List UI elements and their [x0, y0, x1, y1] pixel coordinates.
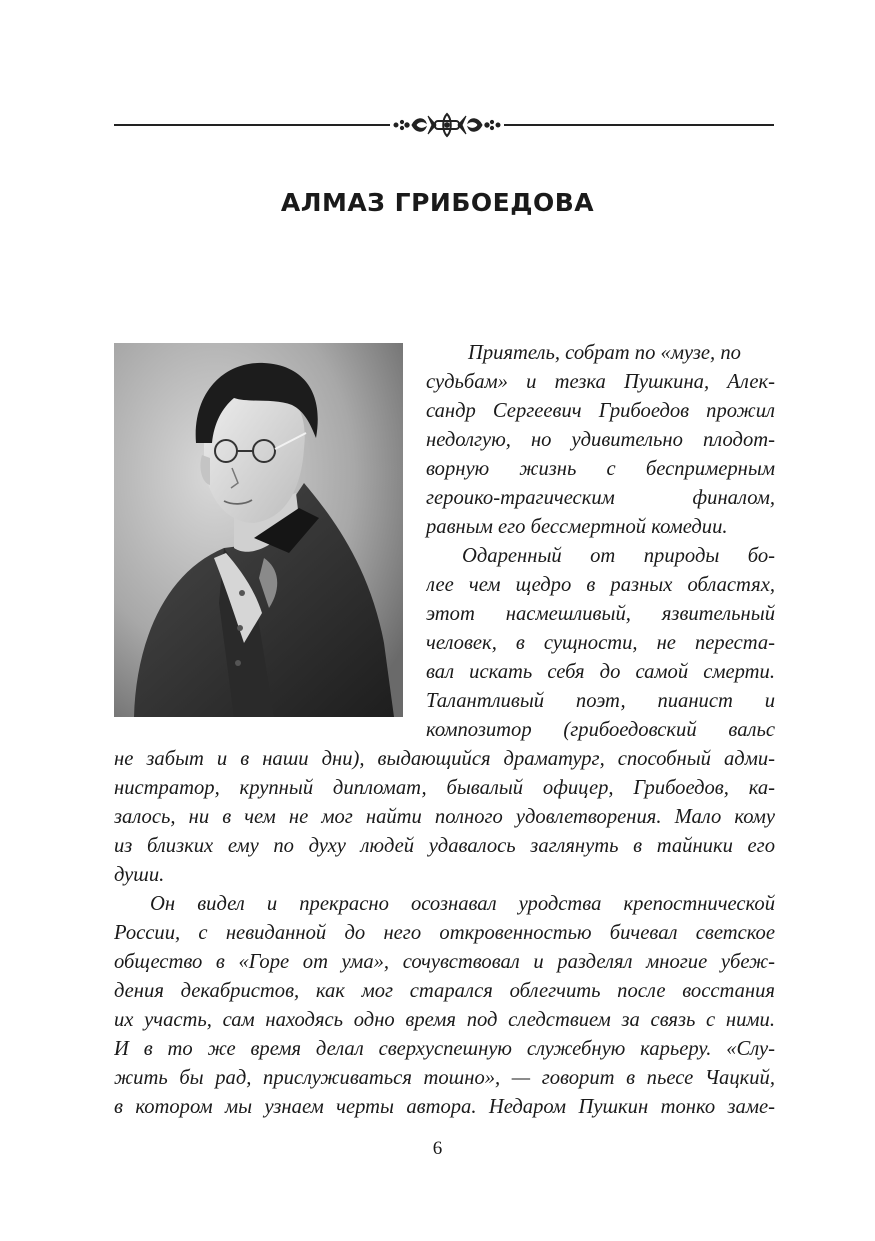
text-line: человек, в сущности, не переста-: [426, 632, 775, 654]
text-line: Он видел и прекрасно осознавал уродства крепостнической: [150, 893, 775, 915]
text-line: лее чем щедро в разных областях,: [426, 574, 775, 596]
text-line: сандр Сергеевич Грибоедов прожил: [426, 400, 775, 422]
text-line: России, с невиданной до него откровенностью бичевал светское: [114, 922, 775, 944]
text-line: героико-трагическим финалом,: [426, 487, 775, 509]
ornament-flourish-icon: [390, 112, 504, 138]
text-line: ворную жизнь с беспримерным: [426, 458, 775, 480]
text-line: из близких ему по духу людей удавалось заглянуть в тайники его: [114, 835, 775, 857]
text-line: композитор (грибоедовский вальс: [426, 719, 775, 741]
rule-line-left: [114, 124, 390, 126]
body-text-column: [114, 745, 775, 1122]
griboedov-portrait: [114, 343, 403, 717]
text-line: И в то же время делал сверхуспешную служебную карьеру. «Слу-: [114, 1038, 775, 1060]
text-line: общество в «Горе от ума», сочувствовал и разделял многие убеж-: [114, 951, 775, 973]
page-number: 6: [432, 1138, 443, 1159]
text-line: жить бы рад, прислуживаться тошно», — говорит в пьесе Чацкий,: [114, 1067, 775, 1089]
text-line: равным его бессмертной комедии.: [426, 516, 728, 538]
header-ornament-rule: [114, 112, 774, 138]
text-line: Приятель, собрат по «музе, по: [468, 342, 741, 364]
text-line: этот насмешливый, язвительный: [426, 603, 775, 625]
text-line: дения декабристов, как мог старался облегчить после восстания: [114, 980, 775, 1002]
rule-line-right: [504, 124, 774, 126]
text-line: вал искать себя до самой смерти.: [426, 661, 775, 683]
text-line: Талантливый поэт, пианист и: [426, 690, 775, 712]
text-line: Одаренный от природы бо-: [462, 545, 775, 567]
text-line: не забыт и в наши дни), выдающийся драматург, способный адми-: [114, 748, 775, 770]
chapter-title: АЛМАЗ ГРИБОЕДОВА: [280, 188, 595, 217]
text-line: их участь, сам находясь одно время под следствием за связь с ними.: [114, 1009, 775, 1031]
text-line: нистратор, крупный дипломат, бывалый офицер, Грибоедов, ка-: [114, 777, 775, 799]
text-line: судьбам» и тезка Пушкина, Алек-: [426, 371, 775, 393]
text-line: недолгую, но удивительно плодот-: [426, 429, 775, 451]
text-line: залось, ни в чем не мог найти полного удовлетворения. Мало кому: [114, 806, 775, 828]
text-line: души.: [114, 864, 165, 886]
intro-text-column: [426, 339, 775, 745]
text-line: в котором мы узнаем черты автора. Недаром Пушкин тонко заме-: [114, 1096, 775, 1118]
